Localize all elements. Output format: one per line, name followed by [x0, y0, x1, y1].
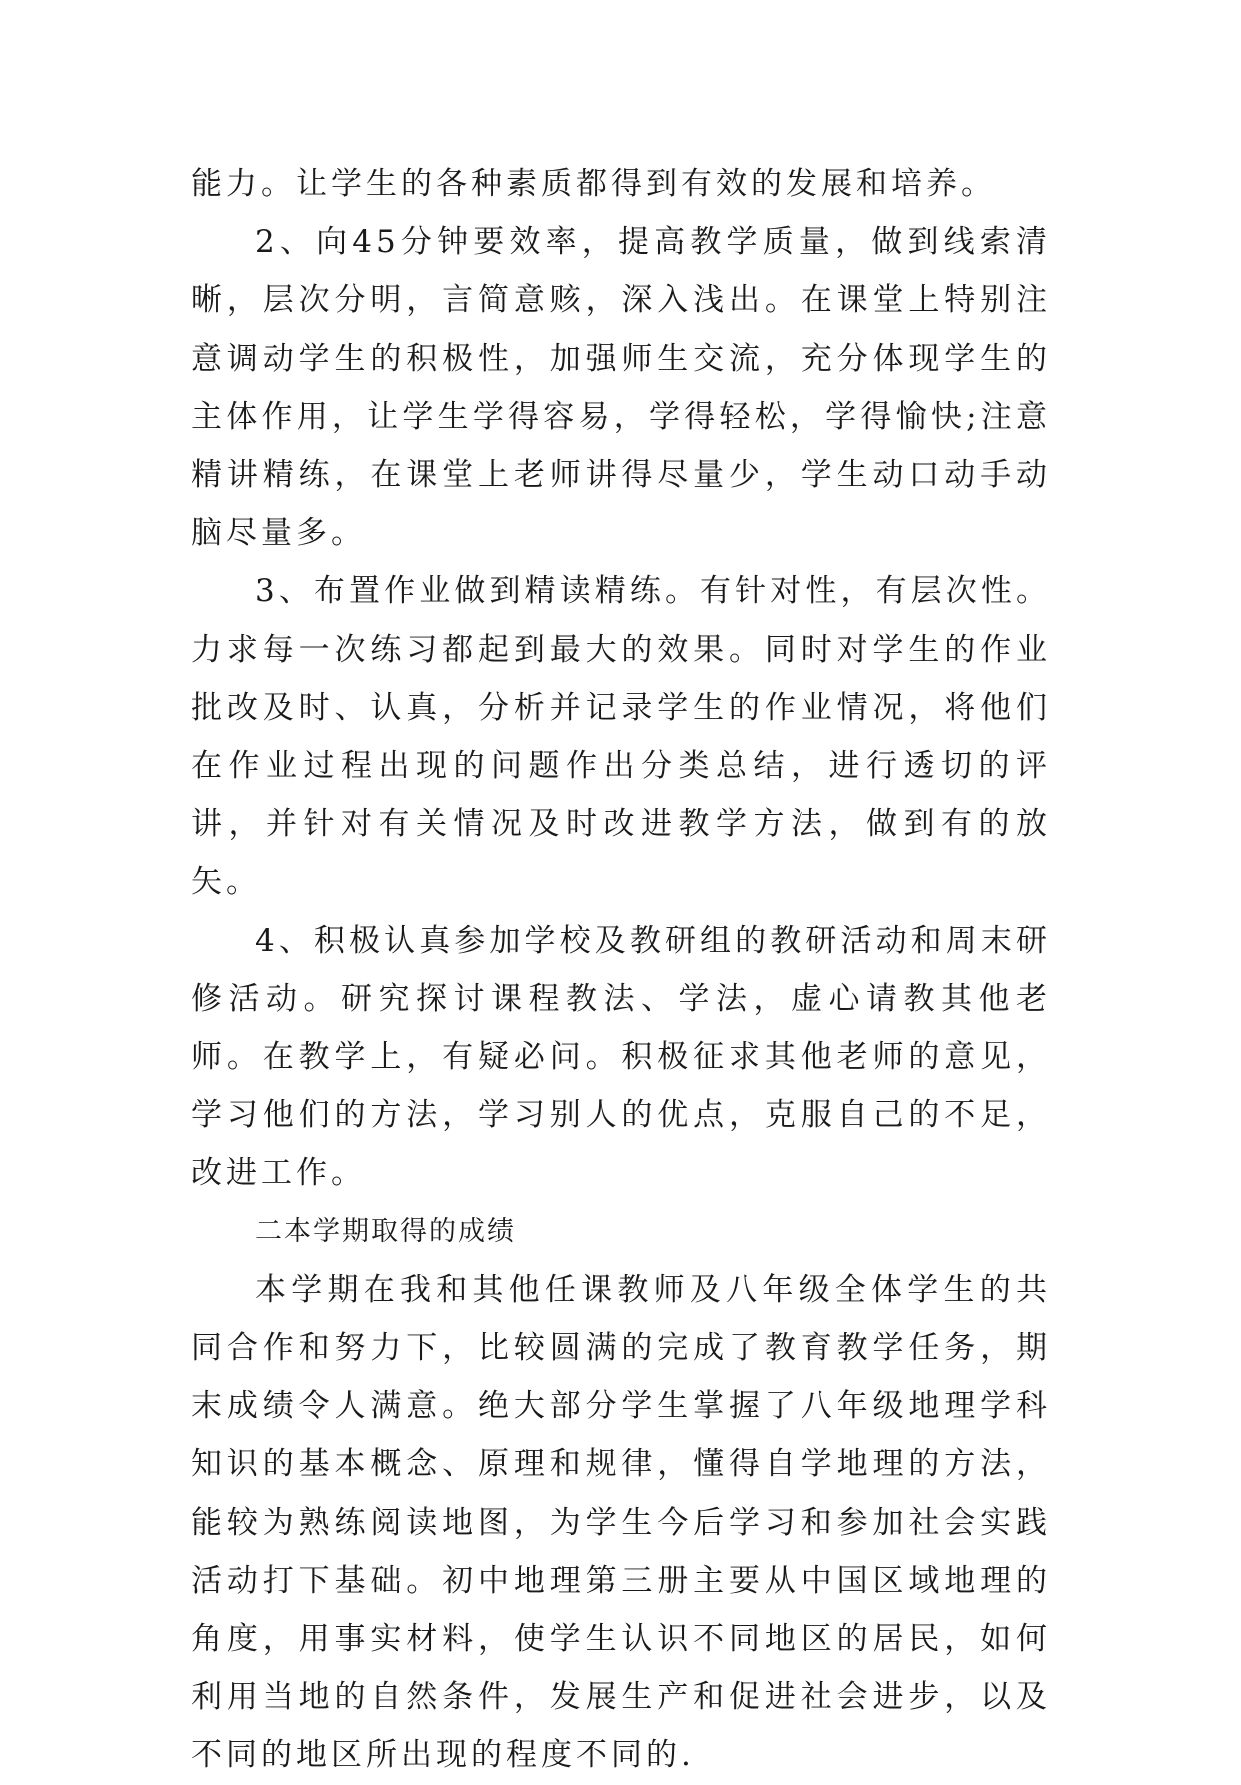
- paragraph-item-2: 2、向45分钟要效率，提高教学质量，做到线索清晰，层次分明，言简意赅，深入浅出。在课堂上特别注意调动学生的积极性，加强师生交流，充分体现学生的主体作用，让学生学得容易，学得轻松，学得愉快;注意精讲精练，在课堂上老师讲得尽量少，学生动口动手动脑尽量多。: [191, 224, 1051, 552]
- document-body: [191, 155, 1051, 1785]
- section-heading: 二本学期取得的成绩: [255, 1215, 516, 1247]
- paragraph-achievements: 本学期在我和其他任课教师及八年级全体学生的共同合作和努力下，比较圆满的完成了教育教学任务，期末成绩令人满意。绝大部分学生掌握了八年级地理学科知识的基本概念、原理和规律，懂得自学地理的方法，能较为熟练阅读地图，为学生今后学习和参加社会实践活动打下基础。初中地理第三册主要从中国区域地理的角度，用事实材料，使学生认识不同地区的居民，如何利用当地的自然条件，发展生产和促进社会进步，以及不同的地区所出现的程度不同的.: [191, 1271, 1051, 1774]
- paragraph-continuation: 能力。让学生的各种素质都得到有效的发展和培养。: [191, 166, 996, 202]
- paragraph-item-4: 4、积极认真参加学校及教研组的教研活动和周末研修活动。研究探讨课程教法、学法，虚心请教其他老师。在教学上，有疑必问。积极征求其他老师的意见，学习他们的方法，学习别人的优点，克服自己的不足，改进工作。: [191, 922, 1051, 1192]
- paragraph-item-3: 3、布置作业做到精读精练。有针对性，有层次性。力求每一次练习都起到最大的效果。同时对学生的作业批改及时、认真，分析并记录学生的作业情况，将他们在作业过程出现的问题作出分类总结，进行透切的评讲，并针对有关情况及时改进教学方法，做到有的放矢。: [191, 573, 1051, 901]
